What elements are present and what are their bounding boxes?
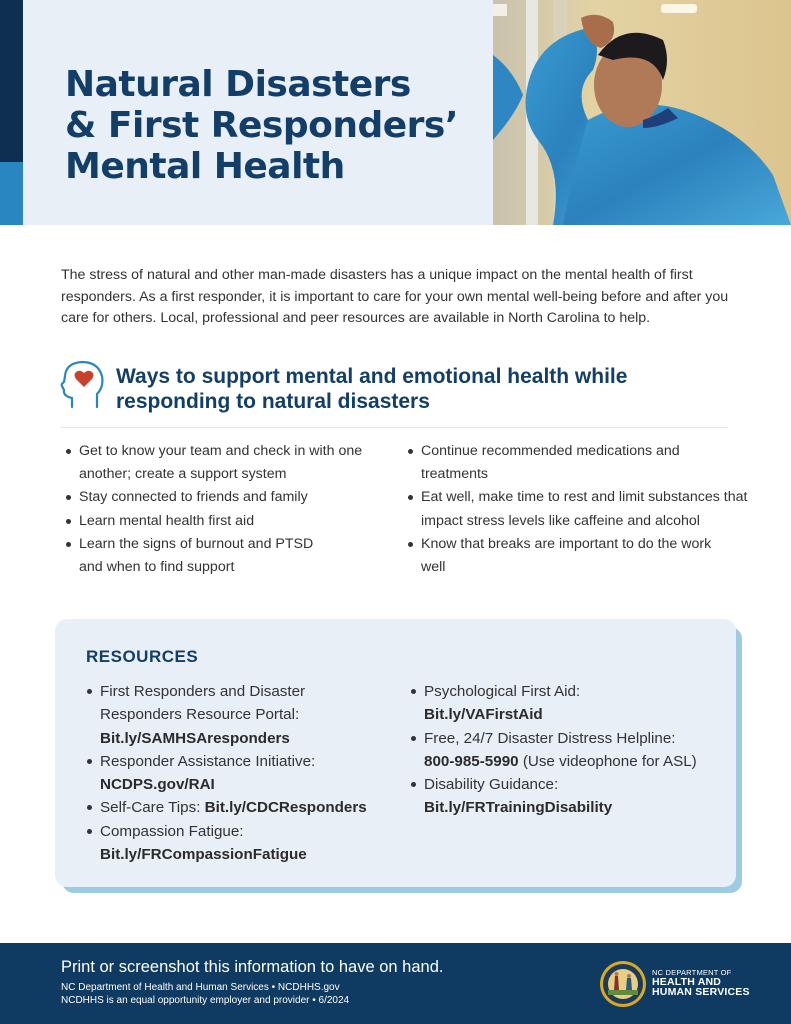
- section-divider: [60, 427, 728, 428]
- resource-item: [87, 796, 397, 819]
- ncdhhs-brand: [652, 968, 750, 997]
- title-panel: [23, 0, 493, 225]
- support-section-heading: [60, 360, 730, 420]
- resource-link[interactable]: Bit.ly/CDCResponders: [204, 799, 367, 817]
- intro-paragraph: The stress of natural and other man-made disasters has a unique impact on the mental health of first responders. As a first responder, it is important to care for your own mental well-being before and after you care for others. Local, professional and peer resources are available in North Carolina to help.: [61, 267, 729, 326]
- tip-item: Stay connected to friends and family: [66, 486, 396, 509]
- resource-item: [411, 727, 731, 774]
- tip-item: Continue recommended medications and treatments: [408, 440, 708, 486]
- nc-state-seal-icon: [599, 960, 647, 1008]
- accent-bar-dark: [0, 0, 23, 162]
- resource-label: Free, 24/7 Disaster Distress Helpline:: [424, 729, 676, 747]
- tip-item: Learn mental health first aid: [66, 510, 396, 533]
- title-line-3: Mental Health: [65, 146, 345, 187]
- footer: [0, 943, 791, 1024]
- responder-illustration: [493, 0, 791, 225]
- resource-link[interactable]: Bit.ly/VAFirstAid: [424, 706, 543, 724]
- tips-list-left: [66, 440, 396, 579]
- accent-bar-light: [0, 162, 23, 225]
- tip-item: Eat well, make time to rest and limit substances that impact stress levels like caffeine and alcohol: [408, 486, 748, 532]
- resource-item: [87, 680, 327, 750]
- resources-list-left: [87, 680, 397, 866]
- footer-main-text: Print or screenshot this information to have on hand.: [61, 958, 444, 976]
- head-heart-icon: [60, 360, 106, 410]
- footer-line-2: NCDHHS is an equal opportunity employer and provider • 6/2024: [61, 994, 350, 1006]
- helpline-note: (Use videophone for ASL): [518, 752, 697, 770]
- footer-sub-text: [61, 982, 349, 1007]
- resource-item: [411, 680, 731, 727]
- resource-label: Psychological First Aid:: [424, 683, 581, 700]
- resource-link[interactable]: Bit.ly/SAMHSAresponders: [100, 729, 290, 747]
- resource-label: Disability Guidance:: [424, 776, 559, 794]
- tip-item: Get to know your team and check in with one another; create a support system: [66, 440, 396, 486]
- header-banner: [0, 0, 791, 225]
- resource-item: [87, 820, 397, 867]
- brand-line-1: HEALTH AND: [652, 976, 722, 988]
- brand-line-2: HUMAN SERVICES: [652, 986, 750, 998]
- resource-link[interactable]: Bit.ly/FRTrainingDisability: [424, 799, 613, 817]
- resource-label: Responder Assistance Initiative:: [100, 752, 316, 770]
- footer-line-1: NC Department of Health and Human Services • NCDHHS.gov: [61, 982, 340, 993]
- resource-label: Compassion Fatigue:: [100, 822, 244, 840]
- resource-label: Self-Care Tips:: [100, 799, 205, 817]
- responder-photo: [493, 0, 791, 225]
- resource-link[interactable]: NCDPS.gov/RAI: [100, 776, 215, 794]
- page-title: [65, 64, 505, 187]
- tip-item: Learn the signs of burnout and PTSD and when to find support: [66, 533, 336, 579]
- title-line-1: Natural Disasters: [65, 64, 411, 105]
- resource-item: [411, 773, 731, 820]
- section-title-line-2: responding to natural disasters: [116, 390, 430, 413]
- resource-label: First Responders and Disaster Responders Resource Portal:: [100, 683, 306, 724]
- resources-list-right: [411, 680, 731, 820]
- brand-small: NC DEPARTMENT OF: [652, 968, 732, 977]
- resources-title: RESOURCES: [86, 647, 199, 666]
- section-title-line-1: Ways to support mental and emotional health while: [116, 365, 628, 388]
- resource-item: [87, 750, 397, 797]
- tip-item: Know that breaks are important to do the work well: [408, 533, 718, 579]
- title-line-2: & First Responders’: [65, 105, 459, 146]
- tips-list-right: [408, 440, 748, 579]
- section-title: [116, 364, 627, 414]
- helpline-number[interactable]: 800-985-5990: [424, 752, 519, 770]
- resource-link[interactable]: Bit.ly/FRCompassionFatigue: [100, 846, 307, 864]
- helpline-line: [424, 750, 731, 773]
